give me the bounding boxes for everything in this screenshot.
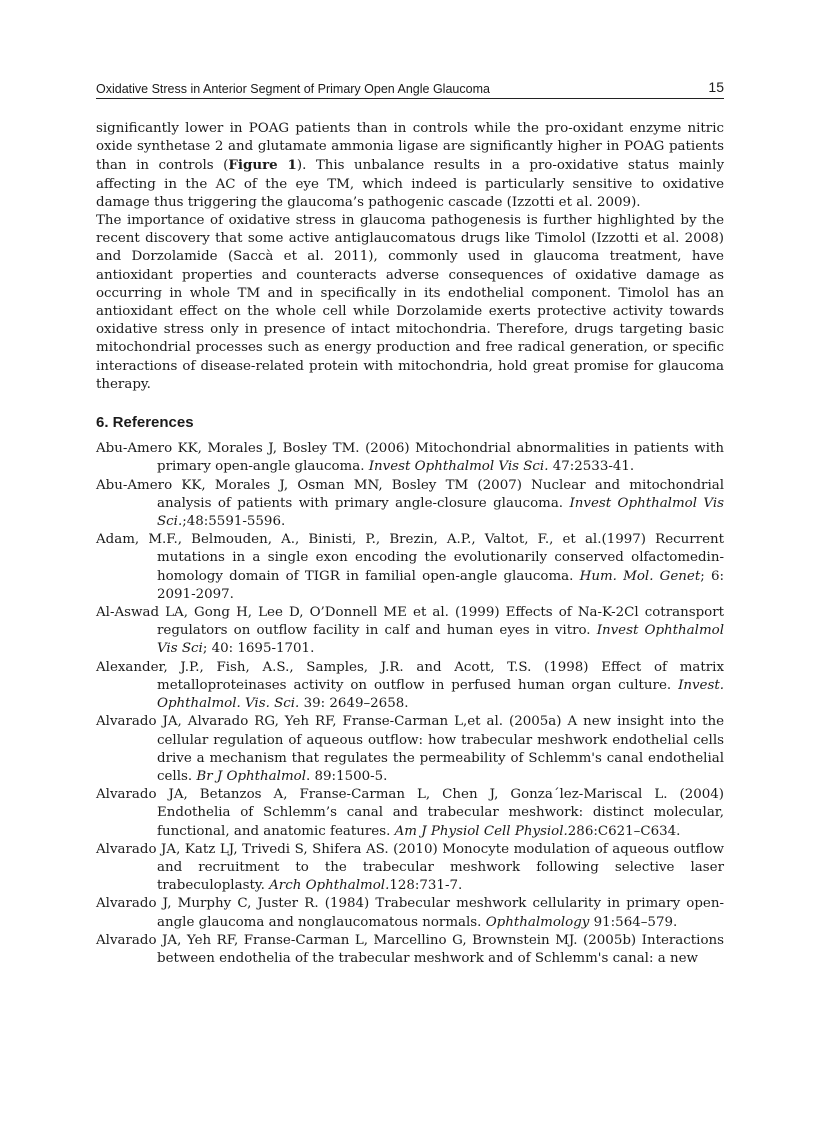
reference-item: Alexander, J.P., Fish, A.S., Samples, J.R. and Acott, T.S. (1998) Effect of matrix metalloproteinases activity on outflow in perfused human organ culture. Invest. Ophthalmol. Vis. Sci. 39: 2649–2658. xyxy=(96,659,724,712)
running-title: Oxidative Stress in Anterior Segment of Primary Open Angle Glaucoma xyxy=(96,82,490,96)
reference-item: Alvarado J, Murphy C, Juster R. (1984) Trabecular meshwork cellularity in primary open-angle glaucoma and nonglaucomatous normals. Ophthalmology 91:564–579. xyxy=(96,896,724,930)
reference-item: Adam, M.F., Belmouden, A., Binisti, P., Brezin, A.P., Valtot, F., et al.(1997) Recurrent mutations in a single exon encoding the evolutionarily conserved olfactomedin-homology domain of TIGR in familial open-angle glaucoma. Hum. Mol. Genet; 6: 2091-2097. xyxy=(96,532,724,602)
paragraph-2: The importance of oxidative stress in glaucoma pathogenesis is further highlighted by the recent discovery that some active antiglaucomatous drugs like Timolol (Izzotti et al. 2008) and Dorzolamide (Saccà et al. 2011), commonly used in glaucoma treatment, have antioxidant properties and counteracts adverse consequences of oxidative damage as occurring in whole TM and in specifically in its endothelial component. Timolol has an antioxidant effect on the whole cell while Dorzolamide exerts protective activity towards oxidative stress only in presence of intact mitochondria. Therefore, drugs targeting basic mitochondrial processes such as energy production and free radical generation, or specific interactions of disease-related protein with mitochondria, hold great promise for glaucoma therapy. xyxy=(96,213,724,392)
reference-item: Alvarado JA, Yeh RF, Franse-Carman L, Marcellino G, Brownstein MJ. (2005b) Interactions between endothelia of the trabecular meshwork and of Schlemm's canal: a new xyxy=(96,932,724,966)
reference-item: Alvarado JA, Katz LJ, Trivedi S, Shifera AS. (2010) Monocyte modulation of aqueous outflow and recruitment to the trabecular meshwork following selective laser trabeculoplasty. Arch Ophthalmol.128:731-7. xyxy=(96,841,724,894)
reference-item: Alvarado JA, Betanzos A, Franse-Carman L, Chen J, Gonza´lez-Mariscal L. (2004) Endothelia of Schlemm’s canal and trabecular meshwork: distinct molecular, functional, and anatomic features. Am J Physiol Cell Physiol.286:C621–C634. xyxy=(96,787,724,839)
reference-item: Alvarado JA, Alvarado RG, Yeh RF, Franse-Carman L,et al. (2005a) A new insight into the cellular regulation of aqueous outflow: how trabecular meshwork endothelial cells drive a mechanism that regulates the permeability of Schlemm's canal endothelial cells. Br J Ophthalmol. 89:1500-5. xyxy=(96,714,724,784)
reference-item: Al-Aswad LA, Gong H, Lee D, O’Donnell ME et al. (1999) Effects of Na-K-2Cl cotransport regulators on outflow facility in calf and human eyes in vitro. Invest Ophthalmol Vis Sci; 40: 1695-1701. xyxy=(96,605,724,657)
page-number: 15 xyxy=(708,79,724,95)
reference-item: Abu-Amero KK, Morales J, Osman MN, Bosley TM (2007) Nuclear and mitochondrial analysis of patients with primary angle-closure glaucoma. Invest Ophthalmol Vis Sci.;48:5591-5596. xyxy=(96,477,724,530)
paragraph-1 xyxy=(96,120,724,212)
references-heading: 6. References xyxy=(96,414,194,432)
running-header xyxy=(96,80,724,99)
paragraph-1-text-end: ). This unbalance results in a pro-oxidative status mainly affecting in the AC of the eye TM, which indeed is particularly sensitive to oxidative damage thus triggering the glaucoma’s pathogenic cascade (Izzotti et al. 2009). xyxy=(96,158,725,210)
reference-item: Abu-Amero KK, Morales J, Bosley TM. (2006) Mitochondrial abnormalities in patients with primary open-angle glaucoma. Invest Ophthalmol Vis Sci. 47:2533-41. xyxy=(96,441,724,475)
figure-1-reference: Figure 1 xyxy=(228,157,297,174)
reference-list xyxy=(96,440,724,968)
paragraph-1-text: significantly lower in POAG patients than in controls while the pro-oxidant enzyme nitric oxide synthetase 2 and glutamate ammonia ligase are significantly higher in POAG patients than in controls ( xyxy=(96,121,724,174)
body-text xyxy=(96,120,724,968)
